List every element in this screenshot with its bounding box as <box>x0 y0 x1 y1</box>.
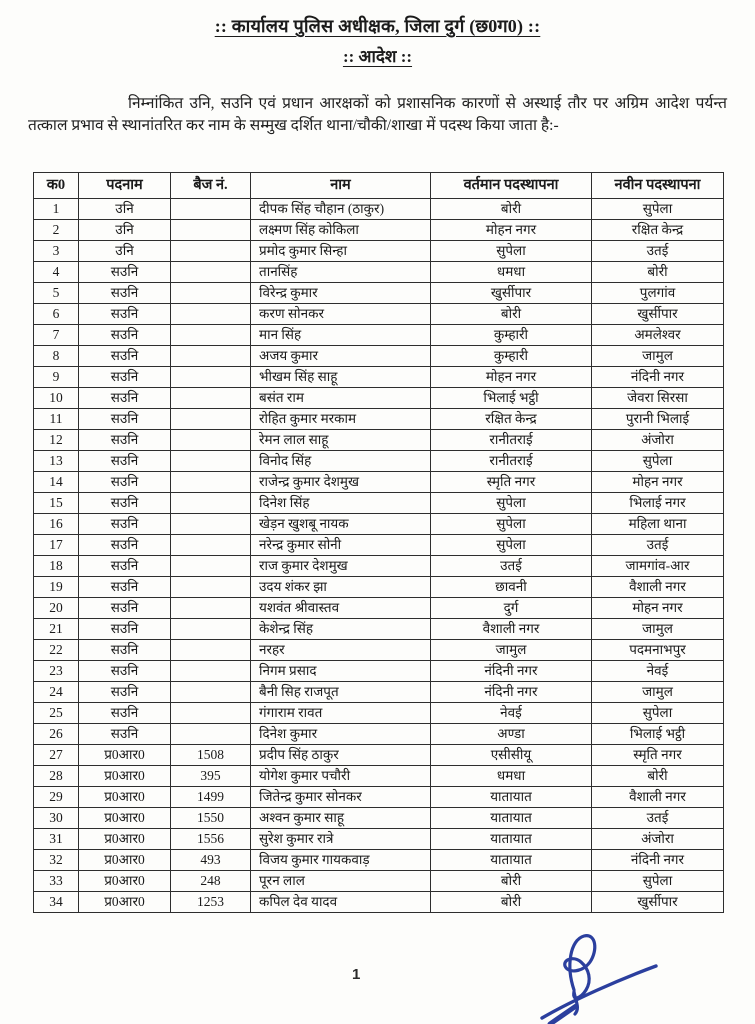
table-header-row <box>34 173 724 199</box>
table-cell: वैशाली नगर <box>592 577 724 598</box>
table-cell: भिलाई नगर <box>592 493 724 514</box>
table-cell: मोहन नगर <box>431 367 592 388</box>
table-cell <box>171 598 251 619</box>
table-row <box>34 199 724 220</box>
table-cell: 31 <box>34 829 79 850</box>
table-cell: बोरी <box>592 766 724 787</box>
page-title: :: कार्यालय पुलिस अधीक्षक, जिला दुर्ग (छ0ग0) :: <box>214 16 541 36</box>
table-row <box>34 682 724 703</box>
table-cell: मान सिंह <box>251 325 431 346</box>
table-cell: उनि <box>79 199 171 220</box>
table-cell: खुर्सीपार <box>592 304 724 325</box>
table-cell: पुलगांव <box>592 283 724 304</box>
table-cell: दिनेश सिंह <box>251 493 431 514</box>
table-cell <box>171 199 251 220</box>
table-cell: सउनि <box>79 514 171 535</box>
table-cell: अजय कुमार <box>251 346 431 367</box>
table-cell: विजय कुमार गायकवाड़ <box>251 850 431 871</box>
table-cell: 1 <box>34 199 79 220</box>
table-cell: सउनि <box>79 535 171 556</box>
table-cell: सउनि <box>79 388 171 409</box>
table-row <box>34 787 724 808</box>
table-cell: अश्वन कुमार साहू <box>251 808 431 829</box>
table-cell: प्र0आर0 <box>79 787 171 808</box>
table-cell: जामगांव-आर <box>592 556 724 577</box>
table-cell: 5 <box>34 283 79 304</box>
table-cell: प्र0आर0 <box>79 808 171 829</box>
table-cell: गंगाराम रावत <box>251 703 431 724</box>
table-row <box>34 556 724 577</box>
table-cell <box>171 283 251 304</box>
table-cell: सउनि <box>79 283 171 304</box>
table-cell: 15 <box>34 493 79 514</box>
table-cell: सउनि <box>79 577 171 598</box>
table-cell: 7 <box>34 325 79 346</box>
table-cell: सुपेला <box>592 703 724 724</box>
table-row <box>34 661 724 682</box>
table-cell <box>171 493 251 514</box>
table-cell: योगेश कुमार पचौरी <box>251 766 431 787</box>
table-cell: भिलाई भट्ठी <box>431 388 592 409</box>
table-cell: 2 <box>34 220 79 241</box>
table-cell <box>171 556 251 577</box>
table-cell: 20 <box>34 598 79 619</box>
table-cell: 4 <box>34 262 79 283</box>
table-cell: भीखम सिंह साहू <box>251 367 431 388</box>
table-cell: 9 <box>34 367 79 388</box>
table-cell: उनि <box>79 220 171 241</box>
table-cell: सउनि <box>79 640 171 661</box>
table-row <box>34 409 724 430</box>
table-cell: सउनि <box>79 367 171 388</box>
table-row <box>34 829 724 850</box>
table-cell: कपिल देव यादव <box>251 892 431 913</box>
table-cell: नंदिनी नगर <box>592 367 724 388</box>
table-cell: जामुल <box>431 640 592 661</box>
table-cell: नंदिनी नगर <box>592 850 724 871</box>
table-cell: सुपेला <box>431 493 592 514</box>
table-cell: भिलाई भट्ठी <box>592 724 724 745</box>
table-row <box>34 283 724 304</box>
table-cell: अंजोरा <box>592 430 724 451</box>
table-cell: सुपेला <box>592 199 724 220</box>
table-cell: उदय शंकर झा <box>251 577 431 598</box>
table-cell: धमधा <box>431 262 592 283</box>
table-cell: उतई <box>431 556 592 577</box>
table-cell: प्र0आर0 <box>79 871 171 892</box>
table-cell: 32 <box>34 850 79 871</box>
table-cell <box>171 535 251 556</box>
table-cell: यातायात <box>431 850 592 871</box>
table-cell: राज कुमार देशमुख <box>251 556 431 577</box>
table-cell: 26 <box>34 724 79 745</box>
table-cell: 13 <box>34 451 79 472</box>
table-cell <box>171 325 251 346</box>
table-cell: 16 <box>34 514 79 535</box>
table-row <box>34 367 724 388</box>
table-cell: स्मृति नगर <box>431 472 592 493</box>
table-cell: दुर्ग <box>431 598 592 619</box>
table-cell <box>171 577 251 598</box>
table-cell: यातायात <box>431 787 592 808</box>
table-cell: राजेन्द्र कुमार देशमुख <box>251 472 431 493</box>
table-cell: सउनि <box>79 703 171 724</box>
table-cell: 3 <box>34 241 79 262</box>
table-cell: 28 <box>34 766 79 787</box>
table-cell: बोरी <box>431 892 592 913</box>
table-cell: रानीतराई <box>431 451 592 472</box>
table-cell: प्र0आर0 <box>79 745 171 766</box>
table-cell: सउनि <box>79 304 171 325</box>
column-header: पदनाम <box>79 173 171 199</box>
table-cell: उतई <box>592 535 724 556</box>
table-cell <box>171 262 251 283</box>
table-cell: जामुल <box>592 346 724 367</box>
table-cell: सउनि <box>79 346 171 367</box>
table-cell: 34 <box>34 892 79 913</box>
table-cell: करण सोनकर <box>251 304 431 325</box>
table-cell: सउनि <box>79 472 171 493</box>
table-cell: प्र0आर0 <box>79 829 171 850</box>
table-cell: अंजोरा <box>592 829 724 850</box>
column-header: बैज नं. <box>171 173 251 199</box>
table-cell <box>171 430 251 451</box>
table-row <box>34 724 724 745</box>
table-cell: जितेन्द्र कुमार सोनकर <box>251 787 431 808</box>
table-cell: कुम्हारी <box>431 346 592 367</box>
column-header: क0 <box>34 173 79 199</box>
table-cell: दिनेश कुमार <box>251 724 431 745</box>
table-cell: 25 <box>34 703 79 724</box>
table-cell: वैशाली नगर <box>592 787 724 808</box>
table-cell: रेमन लाल साहू <box>251 430 431 451</box>
table-cell: सउनि <box>79 430 171 451</box>
table-cell: नरेन्द्र कुमार सोनी <box>251 535 431 556</box>
table-cell: धमधा <box>431 766 592 787</box>
table-cell: बसंत राम <box>251 388 431 409</box>
table-cell: छावनी <box>431 577 592 598</box>
table-cell: विनोद सिंह <box>251 451 431 472</box>
table-cell: सउनि <box>79 493 171 514</box>
table-cell <box>171 724 251 745</box>
column-header: नवीन पदस्थापना <box>592 173 724 199</box>
table-cell <box>171 472 251 493</box>
table-cell: 30 <box>34 808 79 829</box>
table-cell: प्र0आर0 <box>79 850 171 871</box>
table-cell <box>171 241 251 262</box>
table-cell: नेवई <box>431 703 592 724</box>
table-cell: महिला थाना <box>592 514 724 535</box>
table-cell: स्मृति नगर <box>592 745 724 766</box>
table-cell: नरहर <box>251 640 431 661</box>
table-cell: 1556 <box>171 829 251 850</box>
table-cell <box>171 661 251 682</box>
table-cell: विरेन्द्र कुमार <box>251 283 431 304</box>
table-cell: प्रदीप सिंह ठाकुर <box>251 745 431 766</box>
table-cell: 18 <box>34 556 79 577</box>
table-row <box>34 514 724 535</box>
table-cell <box>171 640 251 661</box>
table-row <box>34 766 724 787</box>
table-cell: मोहन नगर <box>431 220 592 241</box>
table-cell: 1499 <box>171 787 251 808</box>
table-row <box>34 850 724 871</box>
table-cell: नेवई <box>592 661 724 682</box>
table-cell: 12 <box>34 430 79 451</box>
table-cell: सुपेला <box>592 451 724 472</box>
table-row <box>34 304 724 325</box>
table-cell: 21 <box>34 619 79 640</box>
table-cell: पूरन लाल <box>251 871 431 892</box>
table-cell: रक्षित केन्द्र <box>592 220 724 241</box>
table-cell: 6 <box>34 304 79 325</box>
table-cell: बोरी <box>431 871 592 892</box>
table-cell: सुपेला <box>431 514 592 535</box>
table-cell: सुपेला <box>431 241 592 262</box>
table-cell: जामुल <box>592 682 724 703</box>
table-cell <box>171 367 251 388</box>
table-row <box>34 535 724 556</box>
table-cell: सउनि <box>79 661 171 682</box>
table-cell: 24 <box>34 682 79 703</box>
column-header: वर्तमान पदस्थापना <box>431 173 592 199</box>
table-cell: 17 <box>34 535 79 556</box>
table-cell: 11 <box>34 409 79 430</box>
table-row <box>34 430 724 451</box>
table-cell: केशेन्द्र सिंह <box>251 619 431 640</box>
table-cell: खेड़न खुशबू नायक <box>251 514 431 535</box>
table-row <box>34 808 724 829</box>
table-cell: नंदिनी नगर <box>431 661 592 682</box>
table-cell: सउनि <box>79 598 171 619</box>
table-cell: 10 <box>34 388 79 409</box>
table-cell: मोहन नगर <box>592 598 724 619</box>
table-cell: यातायात <box>431 808 592 829</box>
table-cell: 1508 <box>171 745 251 766</box>
table-cell <box>171 220 251 241</box>
table-cell: 27 <box>34 745 79 766</box>
table-cell: सुपेला <box>592 871 724 892</box>
table-row <box>34 640 724 661</box>
table-cell: बोरी <box>431 199 592 220</box>
table-cell: 395 <box>171 766 251 787</box>
table-cell: खुर्सीपार <box>592 892 724 913</box>
table-cell: 248 <box>171 871 251 892</box>
table-cell: सउनि <box>79 619 171 640</box>
table-cell: जेवरा सिरसा <box>592 388 724 409</box>
table-cell: प्र0आर0 <box>79 766 171 787</box>
transfer-table <box>33 172 724 913</box>
table-cell: 14 <box>34 472 79 493</box>
table-row <box>34 262 724 283</box>
table-cell: नंदिनी नगर <box>431 682 592 703</box>
table-cell: रानीतराई <box>431 430 592 451</box>
table-cell: 33 <box>34 871 79 892</box>
table-cell: वैशाली नगर <box>431 619 592 640</box>
intro-paragraph: निम्नांकित उनि, सउनि एवं प्रधान आरक्षकों को प्रशासनिक कारणों से अस्थाई तौर पर अग्रिम आदेश पर्यन्त तत्काल प्रभाव से स्थानांतरित कर नाम के सम्मुख दर्शित थाना/चौकी/शाखा में पदस्थ किया जाता है:- <box>28 95 727 134</box>
table-cell <box>171 346 251 367</box>
table-cell: उनि <box>79 241 171 262</box>
signature-ink <box>528 926 704 1024</box>
table-cell: बोरी <box>431 304 592 325</box>
table-cell: एसीसीयू <box>431 745 592 766</box>
table-cell: 23 <box>34 661 79 682</box>
table-cell: अमलेश्वर <box>592 325 724 346</box>
table-row <box>34 892 724 913</box>
table-cell: तानसिंह <box>251 262 431 283</box>
table-row <box>34 598 724 619</box>
table-cell: उतई <box>592 808 724 829</box>
table-cell: यातायात <box>431 829 592 850</box>
table-cell: रोहित कुमार मरकाम <box>251 409 431 430</box>
table-cell <box>171 703 251 724</box>
table-cell: सउनि <box>79 262 171 283</box>
table-row <box>34 451 724 472</box>
table-cell: सउनि <box>79 682 171 703</box>
table-cell <box>171 451 251 472</box>
table-cell: सउनि <box>79 409 171 430</box>
table-row <box>34 220 724 241</box>
table-cell: रक्षित केन्द्र <box>431 409 592 430</box>
table-cell: सुरेश कुमार रात्रे <box>251 829 431 850</box>
table-cell: 1253 <box>171 892 251 913</box>
table-row <box>34 577 724 598</box>
table-row <box>34 871 724 892</box>
table-row <box>34 472 724 493</box>
table-cell: सउनि <box>79 325 171 346</box>
table-cell: प्र0आर0 <box>79 892 171 913</box>
table-cell: 19 <box>34 577 79 598</box>
order-subtitle: :: आदेश :: <box>342 47 413 66</box>
table-cell: 493 <box>171 850 251 871</box>
table-cell: कुम्हारी <box>431 325 592 346</box>
table-row <box>34 346 724 367</box>
table-cell: 8 <box>34 346 79 367</box>
table-row <box>34 325 724 346</box>
table-cell: अण्डा <box>431 724 592 745</box>
table-cell: सउनि <box>79 724 171 745</box>
table-cell: खुर्सीपार <box>431 283 592 304</box>
table-cell: पुरानी भिलाई <box>592 409 724 430</box>
table-cell <box>171 409 251 430</box>
table-row <box>34 619 724 640</box>
table-row <box>34 241 724 262</box>
table-cell: लक्ष्मण सिंह कोकिला <box>251 220 431 241</box>
table-cell: यशवंत श्रीवास्तव <box>251 598 431 619</box>
table-cell: बैनी सिह राजपूत <box>251 682 431 703</box>
table-cell: बोरी <box>592 262 724 283</box>
table-row <box>34 745 724 766</box>
table-row <box>34 388 724 409</box>
table-cell <box>171 619 251 640</box>
table-cell <box>171 682 251 703</box>
table-cell: सउनि <box>79 451 171 472</box>
table-cell: 29 <box>34 787 79 808</box>
table-row <box>34 703 724 724</box>
transfer-table-body <box>34 199 724 913</box>
table-cell <box>171 514 251 535</box>
table-cell: सउनि <box>79 556 171 577</box>
table-cell: निगम प्रसाद <box>251 661 431 682</box>
table-cell <box>171 304 251 325</box>
table-cell: दीपक सिंह चौहान (ठाकुर) <box>251 199 431 220</box>
table-cell: सुपेला <box>431 535 592 556</box>
column-header: नाम <box>251 173 431 199</box>
table-cell: उतई <box>592 241 724 262</box>
table-cell <box>171 388 251 409</box>
table-cell: 1550 <box>171 808 251 829</box>
table-cell: जामुल <box>592 619 724 640</box>
table-cell: 22 <box>34 640 79 661</box>
page-number: 1 <box>352 966 361 983</box>
table-cell: प्रमोद कुमार सिन्हा <box>251 241 431 262</box>
table-cell: पदमनाभपुर <box>592 640 724 661</box>
table-cell: मोहन नगर <box>592 472 724 493</box>
table-row <box>34 493 724 514</box>
